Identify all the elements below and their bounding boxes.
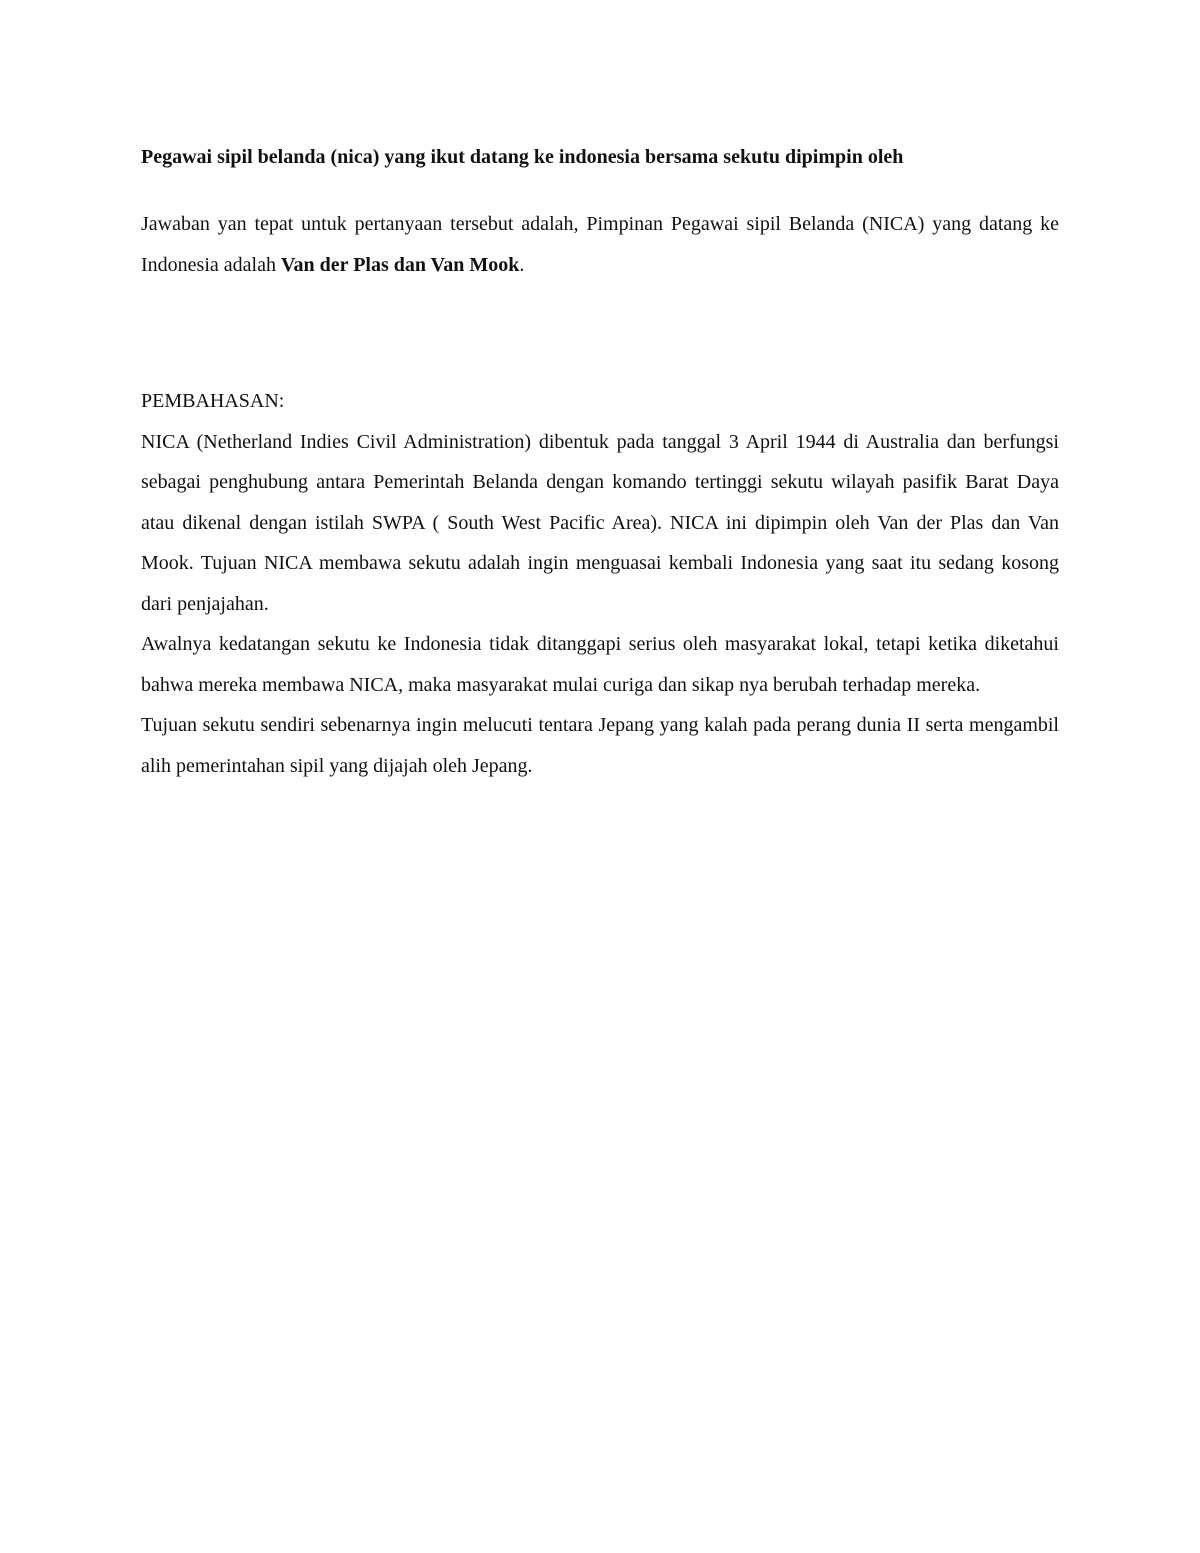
- discussion-section: [141, 381, 1059, 786]
- answer-punctuation: .: [519, 253, 525, 276]
- answer-paragraph: [141, 204, 1059, 285]
- document-title: Pegawai sipil belanda (nica) yang ikut datang ke indonesia bersama sekutu dipimpin oleh: [141, 146, 904, 168]
- discussion-paragraph: Awalnya kedatangan sekutu ke Indonesia tidak ditanggapi serius oleh masyarakat lokal, tetapi ketika diketahui bahwa mereka membawa NICA, maka masyarakat mulai curiga dan sikap nya berubah terhadap mereka.: [141, 633, 1059, 696]
- document-content: [141, 138, 1059, 786]
- discussion-paragraph: Tujuan sekutu sendiri sebenarnya ingin melucuti tentara Jepang yang kalah pada perang dunia II serta mengambil alih pemerintahan sipil yang dijajah oleh Jepang.: [141, 714, 1059, 777]
- answer-highlight: Van der Plas dan Van Mook: [280, 253, 520, 276]
- discussion-heading: PEMBAHASAN:: [141, 390, 285, 412]
- answer-text: Jawaban yan tepat untuk pertanyaan tersebut adalah, Pimpinan Pegawai sipil Belanda (NICA) yang datang ke Indonesia adalah: [141, 213, 1059, 276]
- discussion-paragraph: NICA (Netherland Indies Civil Administration) dibentuk pada tanggal 3 April 1944 di Australia dan berfungsi sebagai penghubung antara Pemerintah Belanda dengan komando tertinggi sekutu wilayah pasifik Barat Daya atau dikenal dengan istilah SWPA ( South West Pacific Area). NICA ini dipimpin oleh Van der Plas dan Van Mook. Tujuan NICA membawa sekutu adalah ingin menguasai kembali Indonesia yang saat itu sedang kosong dari penjajahan.: [141, 430, 1059, 615]
